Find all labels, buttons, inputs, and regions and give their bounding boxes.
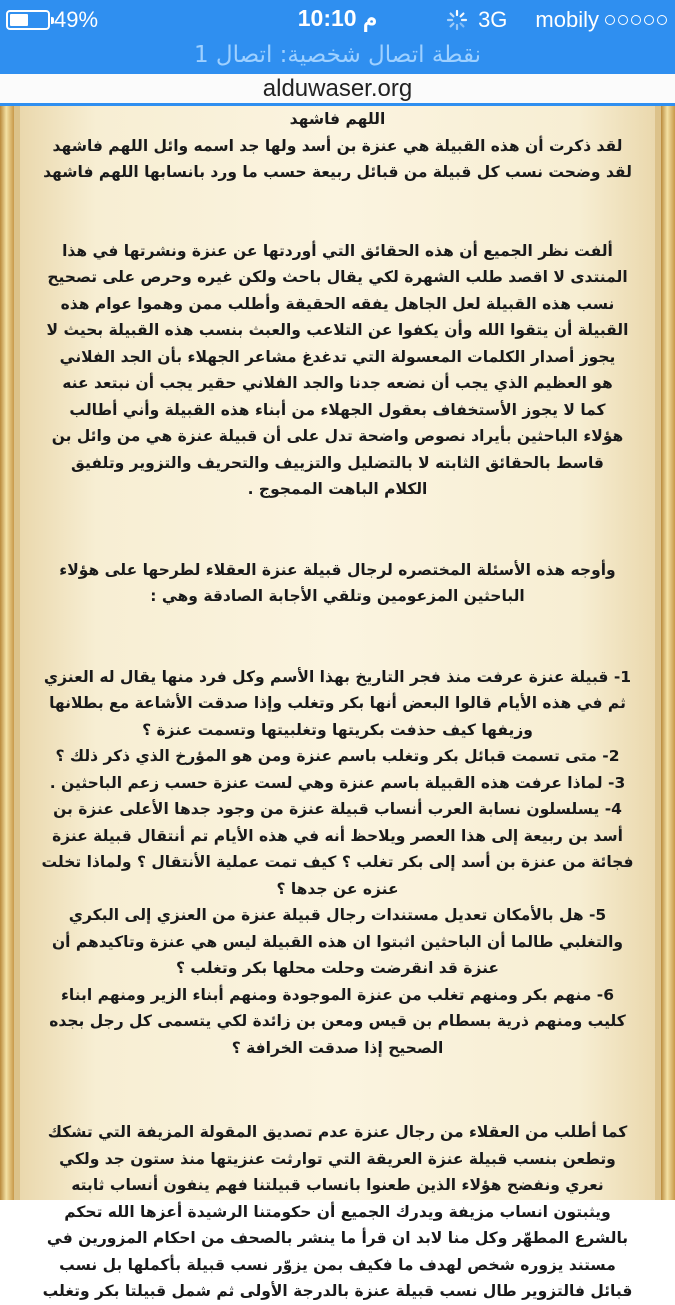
text-line: الصحيح إذا صدقت الخرافة ؟ [231, 1038, 444, 1057]
paragraph-2 [22, 557, 653, 610]
text-line: نسب هذه القبيلة لعل الجاهل يفقه الحقيقة وأطلب ممن وهموا عوام هذه [60, 294, 615, 313]
article-body [22, 106, 653, 1305]
text-line: 2- متى تسمت قبائل بكر وتغلب باسم عنزة ومن هو المؤرخ الذي ذكر ذلك ؟ [55, 747, 620, 765]
text-line: وأوجه هذه الأسئلة المختصره لرجال قبيلة عنزة العقلاء لطرحها على هؤلاء [59, 560, 616, 579]
network-type: 3G [478, 7, 508, 32]
text-line: 4- يسلسلون نسابة العرب أنساب قبيلة عنزة من وجود جدها الأعلى عنزة بن [53, 800, 622, 818]
text-line: كما أطلب من العقلاء من رجال عنزة عدم تصديق المقولة المزيفة التي تشكك [47, 1123, 628, 1141]
carrier-name: mobily [535, 7, 599, 32]
text-line: الباحثين المزعومين وتلقي الأجابة الصادقة وهي : [150, 587, 525, 605]
text-line: 1- قبيلة عنزة عرفت منذ فجر التاريخ بهذا الأسم وكل فرد منها يقال له العنزي [43, 667, 632, 686]
paragraph-3 [22, 1119, 653, 1305]
paragraph-1 [22, 238, 653, 503]
text-line: نعري ونفضح هؤلاء الذين طعنوا بانساب قبيلتنا فهم ينفون أنساب ثابته [71, 1176, 604, 1194]
signal-dot [618, 15, 628, 25]
text-line: عنزة قد انقرضت وحلت محلها بكر وتغلب ؟ [176, 959, 499, 977]
battery-percent: 49% [54, 7, 99, 32]
questions-list [22, 664, 653, 1062]
text-line: القبيلة أن يتقوا الله وأن يكفوا عن التلاعب والعبث بنسب هذه القبيلة بحيث لا [46, 321, 629, 339]
text-line: هؤلاء الباحثين بأيراد نصوص واضحة تدل على أن قبيلة عنزة هي من وائل بن [51, 427, 624, 445]
scroll-frame-right-inner [655, 106, 661, 1200]
text-line: لقد وضحت نسب كل قبيلة من قبائل ربيعة حسب ما ورد بانسابها اللهم فاشهد [43, 163, 632, 181]
text-line: 3- لماذا عرفت هذه القبيلة باسم عنزة وهي لست عنزة حسب زعم الباحثين . [49, 773, 626, 792]
signal-dot [644, 15, 654, 25]
text-line: وتطعن بنسب قبيلة عنزة العريقة التي توارثت عنزيتها منذ ستون جد ولكي [59, 1149, 616, 1168]
text-line: لقد ذكرت أن هذه القبيلة هي عنزة بن أسد ولها جد اسمه وائل اللهم فاشهد [52, 136, 623, 155]
signal-strength-icon [605, 15, 667, 25]
text-line: قبائل فالتزوير طال نسب قبيلة عنزة بالدرجة الأولى ثم شمل قبيلتا بكر وتغلب [42, 1282, 633, 1300]
text-line: ألفت نظر الجميع أن هذه الحقائق التي أوردتها عن عنزة ونشرتها في هذا [62, 241, 613, 260]
clock: 10:10 م [297, 5, 378, 31]
text-line: ويثبتون انساب مزيفة ويدرك الجميع أن حكومتنا الرشيدة أعزها الله تحكم [64, 1202, 611, 1221]
text-line: وزيفها كيف حذفت بكريتها وتغلبيتها وتسمت عنزة ؟ [142, 720, 533, 739]
text-line: اللهم فاشهد [289, 110, 386, 128]
status-right [446, 6, 667, 34]
text-line: عنزه عن جدها ؟ [276, 879, 399, 898]
hotspot-banner[interactable]: نقطة اتصال شخصية: اتصال 1 [0, 38, 675, 74]
address-bar[interactable] [0, 74, 675, 107]
signal-dot [605, 15, 615, 25]
text-line: بالشرع المطهّر وكل منا لابد ان قرأ ما ينشر بالصحف من احكام المزورين في [46, 1229, 629, 1247]
text-line: الكلام الباهت الممجوج . [247, 480, 428, 498]
text-line: 5- هل بالأمكان تعديل مستندات رجال قبيلة عنزة من العنزي إلى البكري [68, 906, 607, 924]
signal-dot [657, 15, 667, 25]
text-line: مستند يزوره شخص لهدف ما فكيف بمن يزوّر نسب قبيلة بأكملها بل نسب [59, 1255, 616, 1274]
text-line: هو العظيم الذي يجب أن نضعه جدنا والجد الفلاني حقير يجب أن نبتعد عنه [62, 374, 613, 392]
text-line: قاسط بالحقائق الثابته لا بالتضليل والتزييف والتحريف والتزوير وتلفيق [71, 453, 604, 472]
text-line: فجائة من عنزة بن أسد إلى بكر تغلب ؟ كيف تمت عملية الأنتقال ؟ ولماذا تخلت [41, 853, 634, 871]
status-bar [0, 0, 675, 38]
text-line: 6- منهم بكر ومنهم تغلب من عنزة الموجودة ومنهم أبناء الزير ومنهم ابناء [60, 985, 615, 1004]
text-line: أسد بن ربيعة إلى هذا العصر ويلاحظ أنه في هذه الأيام تم أنتقال قبيلة عنزة [52, 826, 623, 845]
text-line: والتغلبي طالما أن الباحثين اثبتوا ان هذه القبيلة ليس هي عنزة وتاكيدهم أن [51, 932, 624, 951]
text-line: يجوز أصدار الكلمات المعسولة التي تدغدغ مشاعر الجهلاء بأن الجد الفلاني [59, 347, 616, 366]
text-line: المنتدى لا اقصد طلب الشهرة لكي يقال باحث ولكن غيره وحرص على تصحيح [47, 268, 628, 286]
scroll-frame-right [661, 106, 675, 1200]
text-line: كليب ومنهم ذرية بسطام بن قيس ومعن بن زائدة لكي يتسمى كل رجل بجده [49, 1012, 626, 1030]
intro-block [22, 106, 653, 186]
web-page [0, 106, 675, 1300]
text-line: كما لا يجوز الأستخفاف بعقول الجهلاء من أبناء هذه القبيلة وأني أطالب [69, 400, 606, 419]
scroll-frame-left [0, 106, 14, 1200]
signal-dot [631, 15, 641, 25]
url-text[interactable]: alduwaser.org [262, 75, 413, 102]
loading-spinner-icon [446, 9, 468, 31]
text-line: ثم في هذه الأيام قالوا البعض أنها بكر وتغلب وإذا صدقت الأشاعة مع بطلانها [49, 694, 626, 712]
